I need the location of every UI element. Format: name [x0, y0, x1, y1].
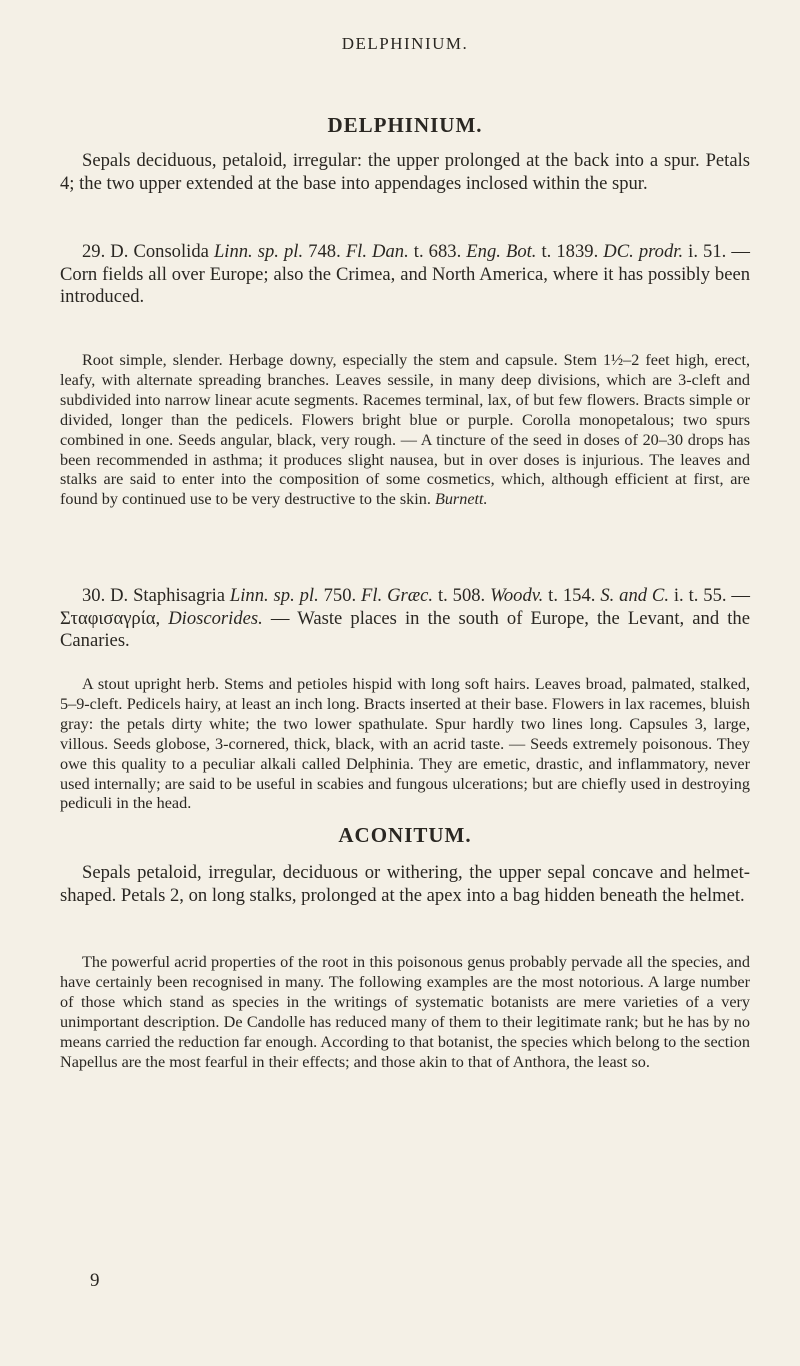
species-30-description: A stout upright herb. Stems and petioles hispid with long soft hairs. Leaves broad, palmated, stalked, 5–9-cleft. Pedicels hairy, at least an inch long. Bracts inserted at their base. Flowers in lax racemes, bluish gray: the petals dirty white; the two lower spathulate. Spur hardly two lines long. Capsules 3, large, villous. Seeds globose, 3-cornered, thick, black, with an acrid taste. — Seeds extremely poisonous. They owe this quality to a peculiar alkali called Delphinia. They are emetic, drastic, and inflammatory, never used internally; are said to be useful in scabies and fungous ulcerations; but are chiefly used in destroying pediculi in the head.	[60, 675, 750, 813]
species-29-ref-text-1: 748.	[303, 241, 346, 262]
aconitum-text: The powerful acrid properties of the root in this poisonous genus probably pervade all the species, and have certainly been recognised in many. The following examples are the most notorious. A large number of those which stand as species in the writings of systematic botanists are mere varieties of a very unimportant description. De Candolle has reduced many of them to their legitimate rank; but he has by no means carried the reduction far enough. According to that botanist, the species which belong to the section Napellus are the most fearful in their effects; and those akin to that of Anthora, the least so.	[60, 953, 750, 1071]
species-30-ref-linn: Linn. sp. pl.	[229, 585, 319, 606]
species-30-number: 30. D. Staphisagria	[82, 585, 230, 606]
species-30-heading	[60, 585, 750, 653]
species-30-ref-dioscorides: Dioscorides.	[168, 607, 263, 629]
species-29-ref-text-3: t. 1839.	[536, 241, 604, 262]
species-29-text: Root simple, slender. Herbage downy, especially the stem and capsule. Stem 1½–2 feet high, erect, leafy, with alternate spreading branches. Leaves sessile, in many deep divisions, which are 3-cleft and subdivided into narrow linear acute segments. Racemes terminal, lax, of but few flowers. Bracts simple or divided, longer than the pedicels. Flowers bright blue or purple. Corolla monopetalous; two spurs combined in one. Seeds angular, black, very rough. — A tincture of the seed in doses of 20–30 drops has been recommended in asthma; it produces slight nausea, but in over doses is injurious. The leaves and stalks are said to enter into the composition of some cosmetics, which, although efficient at first, are found by continued use to be very destructive to the skin.	[60, 351, 750, 509]
species-29-heading	[60, 241, 750, 309]
species-30-ref-text-1: 750.	[318, 585, 362, 606]
species-29-author: Burnett.	[434, 490, 488, 509]
species-30-ref-sandc: S. and C.	[600, 585, 669, 606]
delphinium-section	[60, 113, 750, 138]
genus-title-aconitum: ACONITUM.	[338, 823, 472, 847]
species-30-ref-flgraec: Fl. Græc.	[361, 585, 434, 606]
species-30-ref-text-4: i. t. 55. — Σταφισαγρία,	[60, 585, 750, 629]
species-29-description	[60, 351, 750, 510]
species-29-ref-text-2: t. 683.	[408, 241, 467, 262]
aconitum-description: Sepals petaloid, irregular, deciduous or withering, the upper sepal concave and helmet-shaped. Petals 2, on long stalks, prolonged at the apex into a bag hidden beneath the helmet.	[60, 862, 750, 906]
genus-title-delphinium: DELPHINIUM.	[327, 113, 483, 137]
species-29-ref-fldan: Fl. Dan.	[345, 241, 409, 262]
delphinium-description: Sepals deciduous, petaloid, irregular: the upper prolonged at the back into a spur. Petals 4; the two upper extended at the base into appendages inclosed within the spur.	[60, 150, 750, 194]
aconitum-section	[60, 823, 750, 848]
species-29-number: 29. D. Consolida	[82, 241, 214, 262]
species-29-habitat: i. 51. — Corn fields all over Europe; also the Crimea, and North America, where it has possibly been introduced.	[60, 241, 750, 308]
species-29-ref-engbot: Eng. Bot.	[466, 241, 537, 262]
species-29-ref-linn: Linn. sp. pl.	[213, 241, 304, 262]
species-30-ref-text-2: t. 508.	[433, 585, 491, 606]
running-head: DELPHINIUM.	[341, 34, 469, 53]
page-number: 9	[90, 1270, 100, 1291]
species-30-ref-text-3: t. 154.	[543, 585, 601, 606]
species-29-ref-dc: DC. prodr.	[603, 241, 684, 262]
species-30-habitat: — Waste places in the south of Europe, the Levant, and the Canaries.	[60, 607, 750, 652]
species-30-ref-woodv: Woodv.	[490, 585, 544, 606]
